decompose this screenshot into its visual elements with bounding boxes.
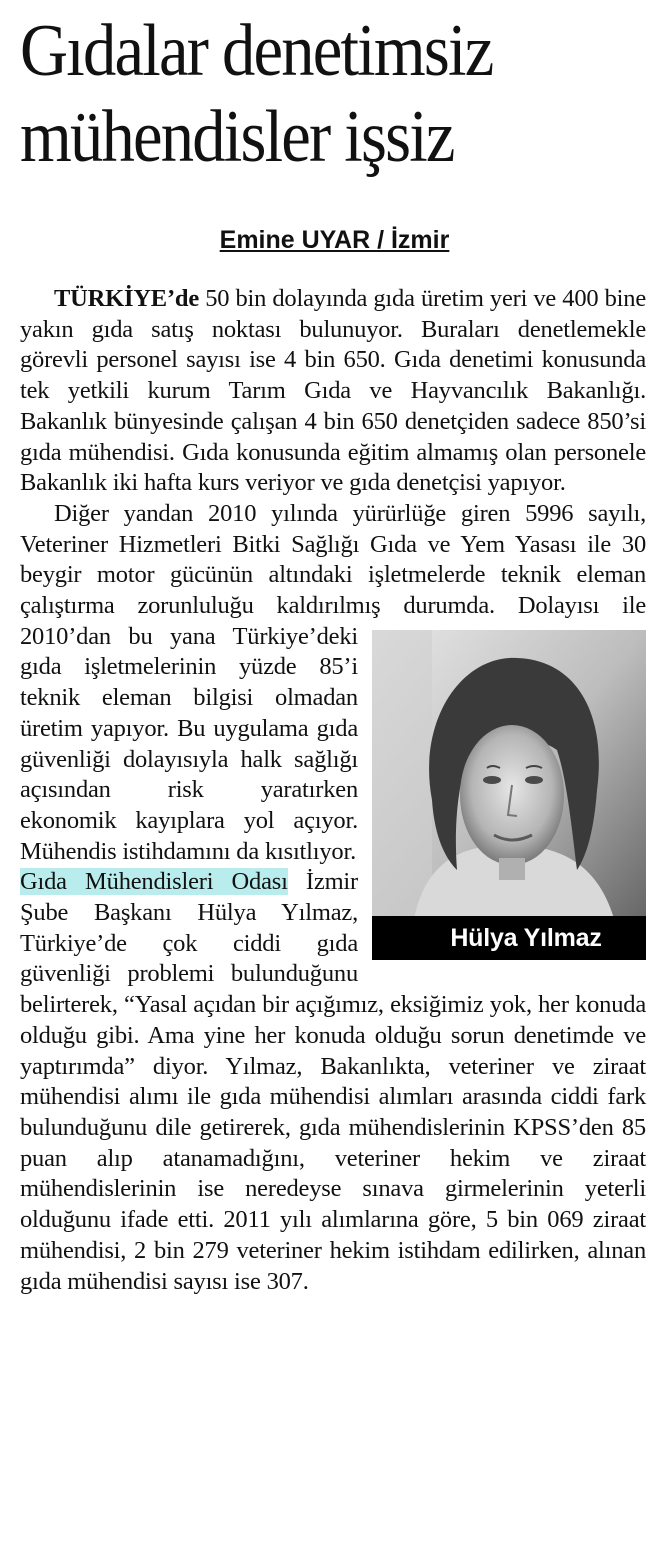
byline: Emine UYAR / İzmir xyxy=(219,226,450,254)
portrait-image xyxy=(372,630,646,960)
photo-caption: Hülya Yılmaz xyxy=(372,916,646,960)
paragraph-1 xyxy=(20,284,646,499)
paragraph-1-text: 50 bin dolayında gıda üretim yeri ve 400 bine yakın gıda satış noktası bulunuyor. Buraları denetlemekle görevli personel sayısı ise 4 bin 650. Gıda denetimi konusunda tek yetkili kurum Tarım Gıda ve Hayvancılık Bakanlığı. Bakanlık bünyesinde çalışan 4 bin 650 denetçiden sadece 850’si gıda mühendisi. Gıda konusunda eğitim almamış olan personele Bakanlık iki hafta kurs veriyor ve gıda denetçisi yapıyor. xyxy=(20,285,646,497)
lead-word: TÜRKİYE’de xyxy=(54,285,200,312)
headline-line-2: mühendisler işsiz xyxy=(20,96,454,178)
highlighted-organization: Gıda Mühendisleri Odası xyxy=(20,868,288,896)
article-body xyxy=(20,284,646,1297)
headline xyxy=(20,8,596,180)
paragraph-2-text: Diğer yandan 2010 yılında yürürlüğe giren 5996 sayılı, Veteriner Hizmetleri Bitki Sağlığı Gıda ve Yem Yasası ile 30 beygir motor gücünün altındaki işletmelerde teknik eleman çalıştırma zorunluluğu kaldırılmış durumda. Dolayısı ile 2010’dan bu yana Türkiye’deki gıda işletmelerinin yüzde 85’i teknik eleman bilgisi olmadan üretim yapıyor. Bu uygulama gıda güvenliği dolayısıyla halk sağlığı açısından risk yaratırken ekonomik kayıplara yol açıyor. Mühendis istihdamını da kısıtlıyor. xyxy=(20,499,646,865)
headline-line-1: Gıdalar denetimsiz xyxy=(20,10,493,92)
portrait-photo xyxy=(372,630,646,960)
paragraph-3-text: İzmir Şube Başkanı Hülya Yılmaz, Türkiye’de çok ciddi gıda güvenliği problemi bulunduğunu belirterek, “Yasal açıdan bir açığımız, eksiğimiz yok, her konuda olduğu gibi. Ama yine her konuda olduğu sorun denetimde ve yaptırımda” diyor. Yılmaz, Bakanlıkta, veteriner ve ziraat mühendisi alımı ile gıda mühendisi alımları arasında ciddi fark bulunduğunu dile getirerek, gıda mühendislerinin KPSS’den 85 puan alıp atanamadığını, veteriner hekim ve ziraat mühendislerinin ise neredeyse sınava girmelerinin yeterli olduğunu ifade etti. 2011 yılı alımlarına göre, 5 bin 069 ziraat mühendisi, 2 bin 279 veteriner hekim istihdam edilirken, alınan gıda mühendisi sayısı ise 307. xyxy=(20,868,646,1295)
